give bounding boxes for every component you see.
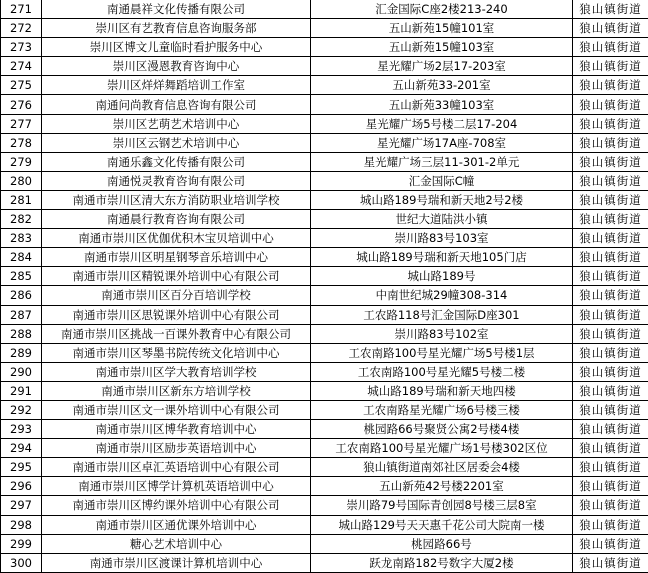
row-number-cell: 290 (1, 362, 42, 381)
institution-name-cell: 南通市崇川区明星钢琴音乐培训中心 (42, 248, 311, 267)
institution-name-cell: 南通市崇川区文一课外培训中心有限公司 (42, 400, 311, 419)
row-number-cell: 286 (1, 286, 42, 305)
street-cell: 狼山镇街道 (573, 400, 648, 419)
institution-name-cell: 崇川区烊烊舞蹈培训工作室 (42, 76, 311, 95)
row-number-cell: 276 (1, 95, 42, 114)
table-row (1, 534, 648, 553)
institution-name-cell: 南通市崇川区思锐课外培训中心有限公司 (42, 305, 311, 324)
street-cell: 狼山镇街道 (573, 19, 648, 38)
address-cell: 五山新苑15幢101室 (311, 19, 573, 38)
institution-name-cell: 崇川区艺萌艺术培训中心 (42, 114, 311, 133)
institution-name-cell: 南通问尚教育信息咨询有限公司 (42, 95, 311, 114)
institution-name-cell: 南通市崇川区清大东方消防职业培训学校 (42, 190, 311, 209)
table-row (1, 286, 648, 305)
row-number-cell: 291 (1, 381, 42, 400)
table-row (1, 515, 648, 534)
row-number-cell: 283 (1, 229, 42, 248)
address-cell: 星光耀广场2层17-203室 (311, 57, 573, 76)
street-cell: 狼山镇街道 (573, 267, 648, 286)
institution-name-cell: 崇川区云钢艺术培训中心 (42, 133, 311, 152)
institution-name-cell: 南通市崇川区通优课外培训中心 (42, 515, 311, 534)
street-cell: 狼山镇街道 (573, 95, 648, 114)
institution-name-cell: 南通晨行教育咨询有限公司 (42, 210, 311, 229)
row-number-cell: 279 (1, 152, 42, 171)
row-number-cell: 297 (1, 496, 42, 515)
address-cell: 五山新苑15幢103室 (311, 38, 573, 57)
street-cell: 狼山镇街道 (573, 496, 648, 515)
table-row (1, 343, 648, 362)
row-number-cell: 275 (1, 76, 42, 95)
institution-name-cell: 南通市崇川区优伽优积木宝贝培训中心 (42, 229, 311, 248)
table-row (1, 477, 648, 496)
address-cell: 狼山镇街道南郊社区居委会4楼 (311, 458, 573, 477)
table-row (1, 381, 648, 400)
address-cell: 桃园路66号 (311, 534, 573, 553)
street-cell: 狼山镇街道 (573, 248, 648, 267)
institution-name-cell: 崇川区有艺教育信息咨询服务部 (42, 19, 311, 38)
institution-name-cell: 南通市崇川区励步英语培训中心 (42, 439, 311, 458)
institution-name-cell: 南通市崇川区博华教育培训中心 (42, 420, 311, 439)
address-cell: 星光耀广场5号楼二层17-204 (311, 114, 573, 133)
institution-name-cell: 南通市崇川区琴墨书院传统文化培训中心 (42, 343, 311, 362)
row-number-cell: 289 (1, 343, 42, 362)
street-cell: 狼山镇街道 (573, 210, 648, 229)
table-row (1, 114, 648, 133)
row-number-cell: 288 (1, 324, 42, 343)
row-number-cell: 292 (1, 400, 42, 419)
row-number-cell: 277 (1, 114, 42, 133)
row-number-cell: 295 (1, 458, 42, 477)
street-cell: 狼山镇街道 (573, 0, 648, 19)
address-cell: 城山路189号瑞和新天地105门店 (311, 248, 573, 267)
table-row (1, 38, 648, 57)
institution-name-cell: 南通市崇川区百分百培训学校 (42, 286, 311, 305)
row-number-cell: 294 (1, 439, 42, 458)
street-cell: 狼山镇街道 (573, 420, 648, 439)
address-cell: 城山路129号天天惠千花公司大院南一楼 (311, 515, 573, 534)
row-number-cell: 274 (1, 57, 42, 76)
street-cell: 狼山镇街道 (573, 152, 648, 171)
row-number-cell: 273 (1, 38, 42, 57)
street-cell: 狼山镇街道 (573, 477, 648, 496)
table-row (1, 171, 648, 190)
row-number-cell: 285 (1, 267, 42, 286)
institution-name-cell: 崇川区漫恩教育咨询中心 (42, 57, 311, 76)
institution-name-cell: 南通市崇川区卓汇英语培训中心有限公司 (42, 458, 311, 477)
street-cell: 狼山镇街道 (573, 171, 648, 190)
street-cell: 狼山镇街道 (573, 324, 648, 343)
street-cell: 狼山镇街道 (573, 229, 648, 248)
street-cell: 狼山镇街道 (573, 190, 648, 209)
institution-name-cell: 南通市崇川区挑战一百课外教育中心有限公司 (42, 324, 311, 343)
institution-name-cell: 南通市崇川区博学计算机英语培训中心 (42, 477, 311, 496)
row-number-cell: 298 (1, 515, 42, 534)
row-number-cell: 278 (1, 133, 42, 152)
row-number-cell: 284 (1, 248, 42, 267)
address-cell: 桃园路66号聚贤公寓2号楼4楼 (311, 420, 573, 439)
table-row (1, 324, 648, 343)
table-row (1, 553, 648, 572)
table-row (1, 458, 648, 477)
address-cell: 城山路189号瑞和新天地四楼 (311, 381, 573, 400)
address-cell: 城山路189号 (311, 267, 573, 286)
address-cell: 世纪大道陆洪小镇 (311, 210, 573, 229)
row-number-cell: 287 (1, 305, 42, 324)
institution-name-cell: 南通晨祥文化传播有限公司 (42, 0, 311, 19)
address-cell: 工农南路星光耀广场6号楼三楼 (311, 400, 573, 419)
address-cell: 工农南路100号星光耀广场1号楼302区位 (311, 439, 573, 458)
table-row (1, 190, 648, 209)
row-number-cell: 280 (1, 171, 42, 190)
address-cell: 崇川路79号国际青创园8号楼三层8室 (311, 496, 573, 515)
address-cell: 五山新苑33幢103室 (311, 95, 573, 114)
table-row (1, 362, 648, 381)
address-cell: 五山新苑42号楼2201室 (311, 477, 573, 496)
address-cell: 星光耀广场三层11-301-2单元 (311, 152, 573, 171)
table-row (1, 267, 648, 286)
institution-name-cell: 南通市崇川区精锐课外培训中心有限公司 (42, 267, 311, 286)
street-cell: 狼山镇街道 (573, 458, 648, 477)
street-cell: 狼山镇街道 (573, 133, 648, 152)
street-cell: 狼山镇街道 (573, 286, 648, 305)
address-cell: 工农南路100号星光耀广场5号楼1层 (311, 343, 573, 362)
street-cell: 狼山镇街道 (573, 553, 648, 572)
institution-name-cell: 南通市崇川区学大教育培训学校 (42, 362, 311, 381)
row-number-cell: 282 (1, 210, 42, 229)
institution-name-cell: 南通市崇川区渡课计算机培训中心 (42, 553, 311, 572)
row-number-cell: 296 (1, 477, 42, 496)
table-row (1, 248, 648, 267)
address-cell: 星光耀广场17A座-708室 (311, 133, 573, 152)
row-number-cell: 293 (1, 420, 42, 439)
institution-name-cell: 糖心艺术培训中心 (42, 534, 311, 553)
table-row (1, 95, 648, 114)
row-number-cell: 300 (1, 553, 42, 572)
street-cell: 狼山镇街道 (573, 381, 648, 400)
street-cell: 狼山镇街道 (573, 38, 648, 57)
address-cell: 城山路189号瑞和新天地2号2楼 (311, 190, 573, 209)
address-cell: 汇金国际C幢 (311, 171, 573, 190)
table-body (1, 0, 648, 573)
street-cell: 狼山镇街道 (573, 305, 648, 324)
address-cell: 崇川路83号103室 (311, 229, 573, 248)
street-cell: 狼山镇街道 (573, 114, 648, 133)
institution-name-cell: 南通市崇川区博约课外培训中心有限公司 (42, 496, 311, 515)
table-row (1, 76, 648, 95)
institution-name-cell: 南通悦灵教育咨询有限公司 (42, 171, 311, 190)
table-row (1, 229, 648, 248)
table-row (1, 57, 648, 76)
table-row (1, 400, 648, 419)
street-cell: 狼山镇街道 (573, 57, 648, 76)
institution-name-cell: 崇川区博文儿童临时看护服务中心 (42, 38, 311, 57)
address-cell: 五山新苑33-201室 (311, 76, 573, 95)
address-cell: 中南世纪城29幢308-314 (311, 286, 573, 305)
street-cell: 狼山镇街道 (573, 534, 648, 553)
table-row (1, 420, 648, 439)
table-row (1, 152, 648, 171)
table-row (1, 439, 648, 458)
row-number-cell: 272 (1, 19, 42, 38)
table-row (1, 496, 648, 515)
address-cell: 跃龙南路182号数字大厦2楼 (311, 553, 573, 572)
street-cell: 狼山镇街道 (573, 515, 648, 534)
table-row (1, 19, 648, 38)
address-cell: 工农路118号汇金国际D座301 (311, 305, 573, 324)
row-number-cell: 281 (1, 190, 42, 209)
table-row (1, 305, 648, 324)
street-cell: 狼山镇街道 (573, 362, 648, 381)
table-row (1, 133, 648, 152)
table-row (1, 0, 648, 19)
address-cell: 汇金国际C座2楼213-240 (311, 0, 573, 19)
address-cell: 工农南路100号星光耀5号楼二楼 (311, 362, 573, 381)
address-cell: 崇川路83号102室 (311, 324, 573, 343)
street-cell: 狼山镇街道 (573, 76, 648, 95)
row-number-cell: 271 (1, 0, 42, 19)
row-number-cell: 299 (1, 534, 42, 553)
street-cell: 狼山镇街道 (573, 343, 648, 362)
institution-name-cell: 南通市崇川区新东方培训学校 (42, 381, 311, 400)
street-cell: 狼山镇街道 (573, 439, 648, 458)
table-row (1, 210, 648, 229)
institution-name-cell: 南通乐鑫文化传播有限公司 (42, 152, 311, 171)
